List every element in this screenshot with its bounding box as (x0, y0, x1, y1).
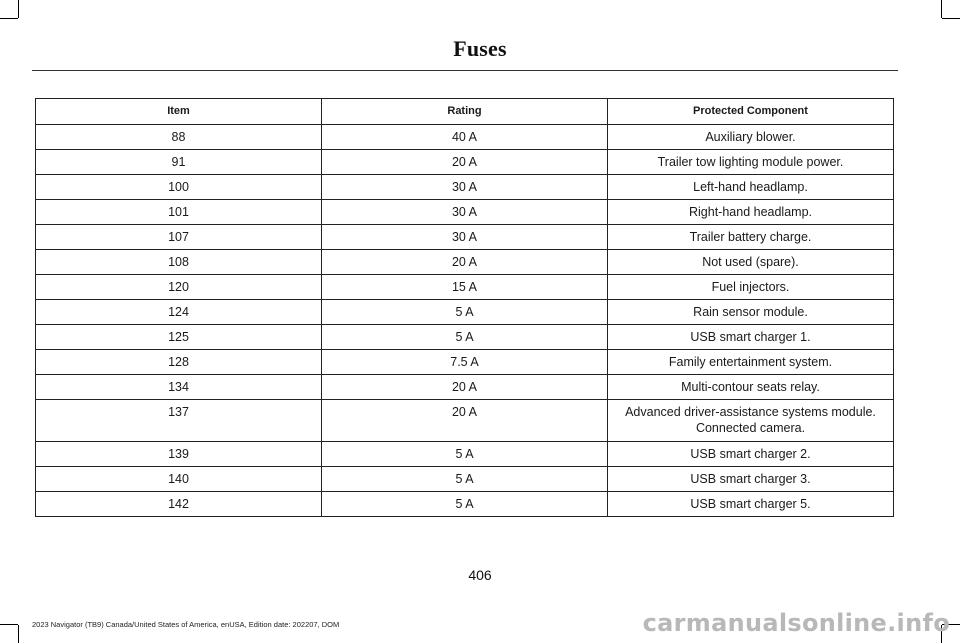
cell-protected-component (608, 250, 894, 275)
table-row (36, 375, 894, 400)
cell-protected-component (608, 275, 894, 300)
table-row (36, 150, 894, 175)
cell-rating: 30 A (322, 225, 608, 250)
cell-item: 124 (36, 300, 322, 325)
table-header-row (36, 99, 894, 125)
crop-mark (0, 624, 18, 625)
cell-protected-component (608, 467, 894, 492)
cell-rating: 30 A (322, 200, 608, 225)
cell-item: 101 (36, 200, 322, 225)
cell-protected-component (608, 442, 894, 467)
cell-item: 134 (36, 375, 322, 400)
table-row (36, 442, 894, 467)
cell-item: 139 (36, 442, 322, 467)
cell-rating: 30 A (322, 175, 608, 200)
cell-protected-component (608, 200, 894, 225)
cell-rating: 5 A (322, 442, 608, 467)
cell-rating: 7.5 A (322, 350, 608, 375)
component-line: USB smart charger 1. (690, 330, 811, 344)
component-line: Fuel injectors. (711, 280, 790, 294)
cell-item: 142 (36, 492, 322, 517)
watermark-logo: carmanualsonline.info (642, 609, 950, 637)
crop-mark (941, 0, 942, 18)
column-header-rating: Rating (322, 99, 608, 125)
column-header-protected-component: Protected Component (608, 99, 894, 125)
crop-mark (942, 18, 960, 19)
cell-item: 100 (36, 175, 322, 200)
crop-mark (18, 625, 19, 643)
cell-rating: 5 A (322, 492, 608, 517)
cell-protected-component (608, 350, 894, 375)
crop-mark (18, 0, 19, 18)
table-row (36, 325, 894, 350)
fuse-table (35, 98, 894, 517)
cell-rating: 20 A (322, 400, 608, 442)
cell-protected-component (608, 492, 894, 517)
table-row (36, 350, 894, 375)
table-body (36, 125, 894, 517)
cell-item: 108 (36, 250, 322, 275)
cell-item: 125 (36, 325, 322, 350)
component-line: Auxiliary blower. (705, 130, 796, 144)
component-line: Trailer tow lighting module power. (657, 155, 844, 169)
table-row (36, 200, 894, 225)
cell-item: 120 (36, 275, 322, 300)
column-header-item: Item (36, 99, 322, 125)
component-line: Trailer battery charge. (689, 230, 812, 244)
component-line: Not used (spare). (702, 255, 799, 269)
table-row (36, 250, 894, 275)
component-line: USB smart charger 5. (690, 497, 811, 511)
cell-item: 107 (36, 225, 322, 250)
component-line: Family entertainment system. (668, 355, 833, 369)
cell-protected-component (608, 150, 894, 175)
component-line: Rain sensor module. (693, 305, 808, 319)
component-line: USB smart charger 2. (690, 447, 811, 461)
cell-protected-component (608, 325, 894, 350)
cell-rating: 20 A (322, 250, 608, 275)
component-line: Multi-contour seats relay. (681, 380, 820, 394)
cell-item: 137 (36, 400, 322, 442)
cell-protected-component (608, 175, 894, 200)
page-number: 406 (468, 567, 492, 583)
table-row (36, 467, 894, 492)
component-line: Connected camera. (695, 421, 806, 435)
component-line: Advanced driver-assistance systems module. (625, 405, 876, 419)
cell-item: 128 (36, 350, 322, 375)
title-divider (32, 70, 898, 71)
cell-rating: 5 A (322, 467, 608, 492)
cell-item: 91 (36, 150, 322, 175)
table-row (36, 275, 894, 300)
table-row (36, 300, 894, 325)
cell-rating: 20 A (322, 375, 608, 400)
cell-protected-component (608, 125, 894, 150)
page-title: Fuses (453, 36, 507, 61)
cell-item: 88 (36, 125, 322, 150)
cell-rating: 5 A (322, 300, 608, 325)
table-row (36, 492, 894, 517)
table-row (36, 400, 894, 442)
cell-rating: 15 A (322, 275, 608, 300)
table-row (36, 125, 894, 150)
crop-mark (0, 18, 18, 19)
cell-protected-component (608, 225, 894, 250)
cell-item: 140 (36, 467, 322, 492)
cell-rating: 5 A (322, 325, 608, 350)
cell-rating: 40 A (322, 125, 608, 150)
cell-protected-component (608, 400, 894, 442)
table-row (36, 175, 894, 200)
cell-rating: 20 A (322, 150, 608, 175)
component-line: Right-hand headlamp. (689, 205, 812, 219)
cell-protected-component (608, 375, 894, 400)
component-line: Left-hand headlamp. (693, 180, 808, 194)
cell-protected-component (608, 300, 894, 325)
table-row (36, 225, 894, 250)
component-line: USB smart charger 3. (690, 472, 811, 486)
footer-edition-info: 2023 Navigator (TB9) Canada/United States of America, enUSA, Edition date: 202207, DOM (32, 620, 340, 629)
